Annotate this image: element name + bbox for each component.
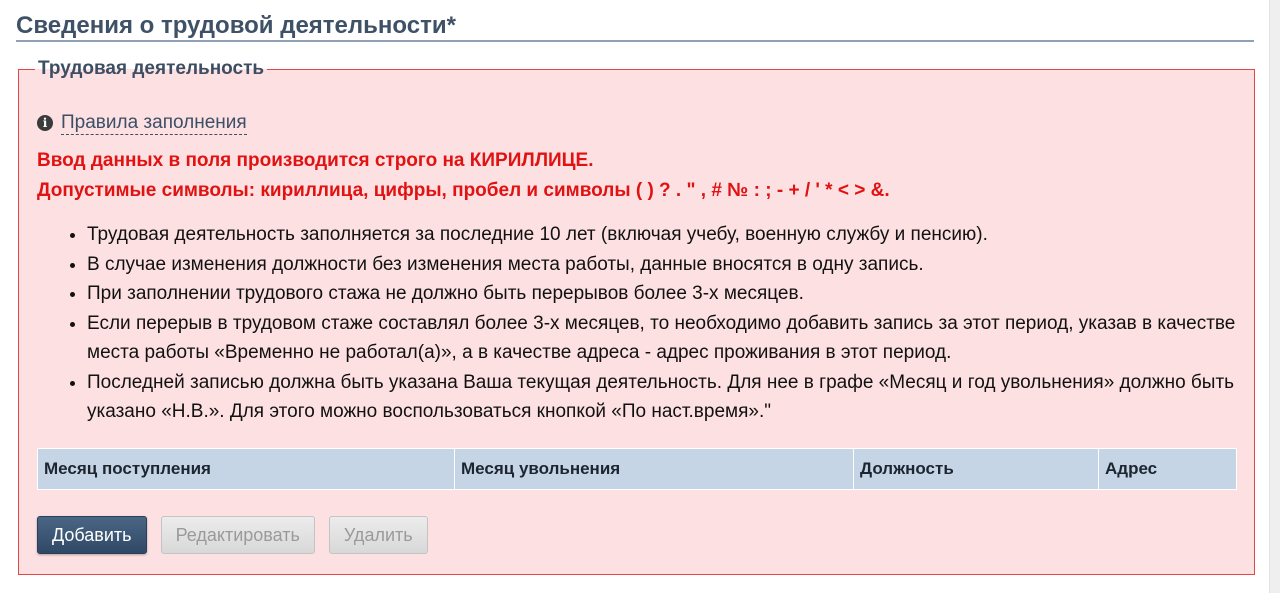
column-header-position[interactable]: Должность — [854, 449, 1099, 490]
allowed-symbols-warning: Допустимые символы: кириллица, цифры, пробел и символы ( ) ? . " , # № : ; - + / ' * < > &. — [37, 180, 890, 201]
column-header-address[interactable]: Адрес — [1099, 449, 1237, 490]
section-heading — [16, 10, 1254, 42]
edit-button[interactable]: Редактировать — [161, 516, 315, 554]
column-header-end-month[interactable]: Месяц увольнения — [455, 449, 854, 490]
work-history-table — [37, 448, 1237, 490]
list-item: • При заполнении трудового стажа не должно быть перерывов более 3-х месяцев. — [87, 279, 1247, 309]
column-header-start-month[interactable]: Месяц поступления — [38, 449, 455, 490]
info-circle-icon: i — [37, 115, 53, 131]
action-buttons — [37, 516, 442, 554]
rules-row — [37, 110, 247, 136]
delete-button[interactable]: Удалить — [329, 516, 428, 554]
list-item: • Если перерыв в трудовом стаже составлял более 3-х месяцев, то необходимо добавить запись за этот период, указав в качестве места работы «Временно не работал(а)», а в качестве адреса - адрес проживания в этот период. — [87, 309, 1247, 368]
list-item: • Трудовая деятельность заполняется за последние 10 лет (включая учебу, военную службу и пенсию). — [87, 220, 1247, 250]
list-item: • Последней записью должна быть указана Ваша текущая деятельность. Для нее в графе «Месяц и год увольнения» должно быть указано «Н.В.». Для этого можно воспользоваться кнопкой «По наст.время»." — [87, 368, 1247, 427]
vertical-scrollbar[interactable] — [1269, 0, 1280, 593]
add-button[interactable]: Добавить — [37, 516, 147, 554]
cyrillic-warning: Ввод данных в поля производится строго на КИРИЛЛИЦЕ. — [37, 150, 594, 171]
work-activity-fieldset — [18, 58, 1255, 575]
fieldset-legend: Трудовая деятельность — [38, 58, 265, 79]
rules-link[interactable]: Правила заполнения — [61, 111, 247, 133]
list-item: • В случае изменения должности без изменения места работы, данные вносятся в одну запись. — [87, 250, 1247, 280]
table-header-row — [38, 449, 1237, 490]
instructions-list — [37, 220, 1247, 427]
section-title: Сведения о трудовой деятельности* — [16, 12, 456, 39]
